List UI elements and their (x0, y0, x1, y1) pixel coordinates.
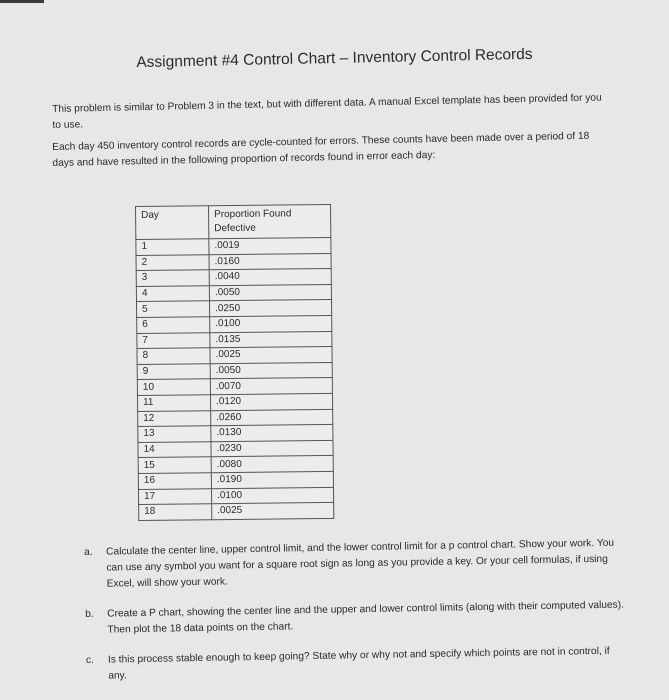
question-label: a. (84, 546, 93, 558)
proportion-cell: .0025 (210, 347, 332, 364)
day-column-header: Day (136, 206, 209, 240)
day-cell: 5 (137, 301, 210, 317)
day-cell: 15 (138, 457, 211, 473)
data-table (135, 204, 334, 521)
proportion-cell: .0080 (211, 456, 333, 473)
proportion-cell: .0070 (210, 378, 332, 395)
day-cell: 4 (136, 286, 209, 302)
table-body (136, 237, 334, 520)
proportion-cell: .0050 (210, 362, 332, 379)
day-cell: 12 (138, 410, 211, 426)
proportion-cell: .0230 (211, 440, 333, 457)
proportion-cell: .0100 (211, 487, 333, 504)
day-cell: 8 (137, 348, 210, 364)
question-text: Create a P chart, showing the center line and the upper and lower control limits (along with their computed values). Then plot the 18 data points on the chart. (107, 599, 625, 636)
proportion-cell: .0135 (210, 331, 332, 348)
question-label: b. (85, 608, 94, 620)
table-row (139, 503, 334, 521)
question-a (84, 536, 625, 593)
proportion-cell: .0250 (209, 300, 331, 317)
day-cell: 10 (137, 379, 210, 395)
proportion-cell: .0130 (211, 425, 333, 442)
day-cell: 14 (138, 441, 211, 457)
proportion-cell: .0190 (211, 471, 333, 488)
question-b (85, 598, 625, 639)
question-text: Is this process stable enough to keep going? State why or why not and specify which points are not in control, if any. (107, 645, 610, 682)
intro-paragraph: This problem is similar to Problem 3 in the text, but with different data. A manual Excel template has been provided for you to use. (52, 92, 602, 131)
question-label: c. (85, 654, 95, 666)
proportion-cell: .0100 (210, 315, 332, 332)
description-paragraph: Each day 450 inventory control records are cycle-counted for errors. These counts have been made over a period of 18 days and have resulted in the following proportion of records found in error each day: (52, 130, 590, 169)
question-text: Calculate the center line, upper control limit, and the lower control limit for a p control chart. Show your work. You can use any symbol you want for a square root sign as long as you provide a key. Or your cell formulas, if using Excel, will show your work. (106, 537, 615, 590)
day-cell: 6 (137, 317, 210, 333)
proportion-cell: .0019 (209, 237, 331, 254)
proportion-cell: .0120 (210, 393, 332, 410)
day-cell: 3 (136, 270, 209, 286)
day-cell: 2 (136, 254, 209, 270)
day-cell: 17 (138, 488, 211, 504)
page-title: Assignment #4 Control Chart – Inventory Control Records (136, 45, 533, 72)
day-cell: 9 (137, 363, 210, 379)
table-header-row (136, 204, 331, 239)
proportion-cell: .0040 (209, 269, 331, 286)
day-cell: 7 (137, 332, 210, 348)
day-cell: 1 (136, 239, 209, 255)
day-cell: 13 (138, 426, 211, 442)
proportion-cell: .0025 (212, 503, 334, 520)
proportion-cell: .0160 (209, 253, 331, 270)
data-table-wrapper (135, 204, 334, 521)
day-cell: 16 (138, 473, 211, 489)
proportion-cell: .0050 (209, 284, 331, 301)
question-c (86, 644, 626, 685)
day-cell: 11 (137, 395, 210, 411)
question-list (84, 536, 627, 699)
proportion-column-header: Proportion Found Defective (209, 204, 331, 238)
day-cell: 18 (139, 504, 212, 520)
proportion-cell: .0260 (211, 409, 333, 426)
